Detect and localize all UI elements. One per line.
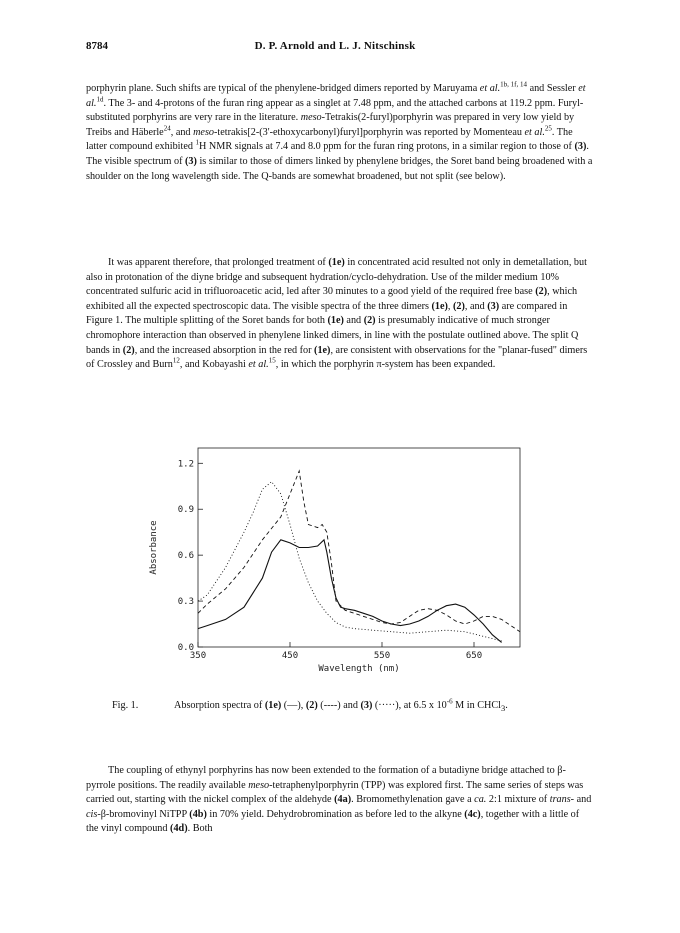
series-line-dotted (198, 482, 502, 641)
text-span: Absorption spectra of (174, 700, 265, 711)
superscript: 1 (195, 138, 199, 147)
text-span: The coupling of ethynyl porphyrins has now been extended to the formation of a butadiyne bridge attached to β-pyrrole positions. The readily available (86, 765, 566, 791)
x-tick-label: 350 (189, 651, 207, 661)
italic-text: ca. (474, 794, 487, 806)
text-span: H NMR signals at 7.4 and 8.0 ppm for the furan ring protons, in a similar region to those of (199, 141, 575, 153)
y-tick-label: 0.9 (177, 505, 194, 516)
y-tick-label: 0.6 (177, 551, 194, 562)
text-span: (·····), at 6.5 x 10 (372, 700, 447, 711)
text-span: is similar to those of dimers linked by phenylene bridges, the Soret band being broadened with a shoulder on the long wavelength side. The Q-bands are somewhat broadened, but not split (see below). (86, 155, 593, 182)
compound-ref: (2) (122, 344, 135, 356)
italic-text: et al. (248, 359, 269, 371)
text-span: porphyrin plane. Such shifts are typical of the phenylene-bridged dimers reported by Maruyama (86, 83, 480, 94)
x-tick-label: 650 (465, 651, 483, 661)
x-tick-label: 450 (281, 651, 299, 661)
text-span: and Sessler (527, 83, 579, 94)
compound-ref: (1e) (328, 257, 345, 268)
compound-ref: (2) (305, 700, 318, 711)
text-span: . (505, 700, 508, 711)
italic-text: cis- (86, 808, 101, 820)
figure-label: Fig. 1. (112, 700, 139, 711)
paragraph-2 (86, 256, 594, 373)
y-tick-label: 1.2 (177, 459, 194, 470)
citation: 25 (544, 124, 552, 133)
plot-frame (198, 448, 520, 647)
text-span: , which exhibited all the expected spectroscopic data. The visible spectra of the three dimers (86, 286, 578, 312)
text-span: . The visible spectrum of (86, 141, 589, 167)
compound-ref: (4d) (170, 823, 188, 835)
text-span: , together with a little of the vinyl compound (86, 808, 580, 835)
text-span: , (447, 300, 453, 312)
compound-ref: (1e) (327, 315, 344, 327)
text-span: , and Kobayashi (179, 359, 249, 371)
y-tick-label: 0.3 (177, 597, 194, 608)
y-tick-label: 0.0 (177, 643, 194, 653)
compound-ref: (4b) (189, 808, 207, 820)
text-span: It was apparent therefore, that prolonged treatment of (108, 257, 329, 268)
italic-text: meso (193, 126, 215, 138)
citation: 12 (172, 356, 180, 365)
citation: 1d (96, 95, 104, 104)
text-span: , are consistent with observations for the "planar-fused" dimers of Crossley and Burn (86, 344, 588, 371)
citation: 24 (163, 124, 171, 133)
text-span: β-bromovinyl NiTPP (100, 808, 190, 820)
running-header (86, 40, 584, 56)
axis-ticks (178, 459, 482, 661)
italic-text: et al. (524, 126, 545, 138)
text-span: . The 3- and 4-protons of the furan ring appear as a singlet at 7.48 ppm, and the attached carbons at 119.2 ppm. Furyl-substituted porphyrins are very rare in the literature. (86, 97, 584, 124)
series-line-dashed (198, 471, 520, 632)
compound-ref: (2) (453, 300, 465, 312)
compound-ref: (4c) (464, 808, 481, 820)
series-layer (198, 471, 520, 642)
text-span: are compared in Figure 1. The multiple splitting of the Soret bands for both (86, 300, 568, 327)
text-span: , and (170, 126, 194, 138)
italic-text: et al. (479, 83, 501, 94)
compound-ref: (1e) (264, 700, 282, 711)
compound-ref: (3) (487, 300, 500, 312)
paragraph-1 (86, 82, 594, 184)
compound-ref: (3) (574, 141, 587, 153)
text-span: and (574, 794, 592, 806)
text-span: M in CHCl (452, 700, 502, 711)
compound-ref: (4a) (334, 794, 352, 806)
text-span: . Bromomethylenation gave a (351, 794, 475, 806)
page-number: 8784 (86, 40, 108, 52)
text-span: (----) and (317, 700, 361, 711)
text-span: -Tetrakis(2-furyl)porphyrin was prepared in very low yield by Treibs and Häberle (86, 112, 575, 138)
italic-text: et al. (86, 83, 586, 109)
italic-text: meso (300, 112, 322, 124)
text-span: , and (464, 300, 488, 312)
italic-text: trans- (549, 794, 575, 806)
subscript: 3 (501, 703, 506, 714)
running-head-authors: D. P. Arnold and L. J. Nitschinsk (254, 40, 416, 52)
compound-ref: (2) (535, 286, 548, 298)
text-span: and (343, 315, 364, 327)
superscript: -6 (446, 697, 453, 706)
y-axis-label: Absorbance (149, 520, 159, 575)
figure-caption (112, 697, 632, 714)
compound-ref: (3) (360, 700, 373, 711)
text-span: in concentrated acid resulted not only in demetallation, but also in protonation of the diyne bridge and subsequent hydration/cyclo-dehydration. Use of the milder medium 10% concentrated sulfuric acid in trifluoroacetic acid, led after 30 minutes to a good yield of the required free base (86, 257, 587, 298)
chart-svg (140, 440, 530, 680)
compound-ref: (2) (363, 315, 376, 327)
italic-text: meso (248, 779, 270, 791)
compound-ref: (3) (185, 155, 197, 167)
absorption-spectra-chart (140, 440, 530, 680)
text-span: , and the increased absorption in the red for (134, 344, 315, 356)
text-span: . Both (187, 823, 213, 835)
text-span: (—), (281, 700, 306, 711)
x-axis-label: Wavelength (nm) (318, 664, 400, 674)
text-span: -tetraphenylporphyrin (TPP) was explored first. The same series of steps was carried out, starting with the nickel complex of the aldehyde (86, 779, 584, 806)
x-tick-label: 550 (373, 651, 391, 661)
text-span: in 70% yield. Dehydrobromination as before led to the alkyne (206, 808, 465, 820)
text-span: is presumably indicative of much stronger chromophore interaction than observed in phenylene linked dimers, in line with the postulate outlined above. The split Q bands in (86, 315, 579, 356)
compound-ref: (1e) (314, 344, 331, 356)
text-span: . The latter compound exhibited (86, 126, 573, 153)
citation: 15 (268, 356, 276, 365)
citation: 1b, 1f, 14 (500, 80, 528, 89)
text-span: , in which the porphyrin π-system has been expanded. (275, 359, 496, 371)
series-line-solid (198, 540, 502, 643)
text-span: 2:1 mixture of (486, 794, 550, 806)
paragraph-3 (86, 764, 594, 837)
text-span: -tetrakis[2-(3'-ethoxycarbonyl)furyl]porphyrin was reported by Momenteau (214, 126, 525, 138)
compound-ref: (1e) (431, 300, 448, 312)
